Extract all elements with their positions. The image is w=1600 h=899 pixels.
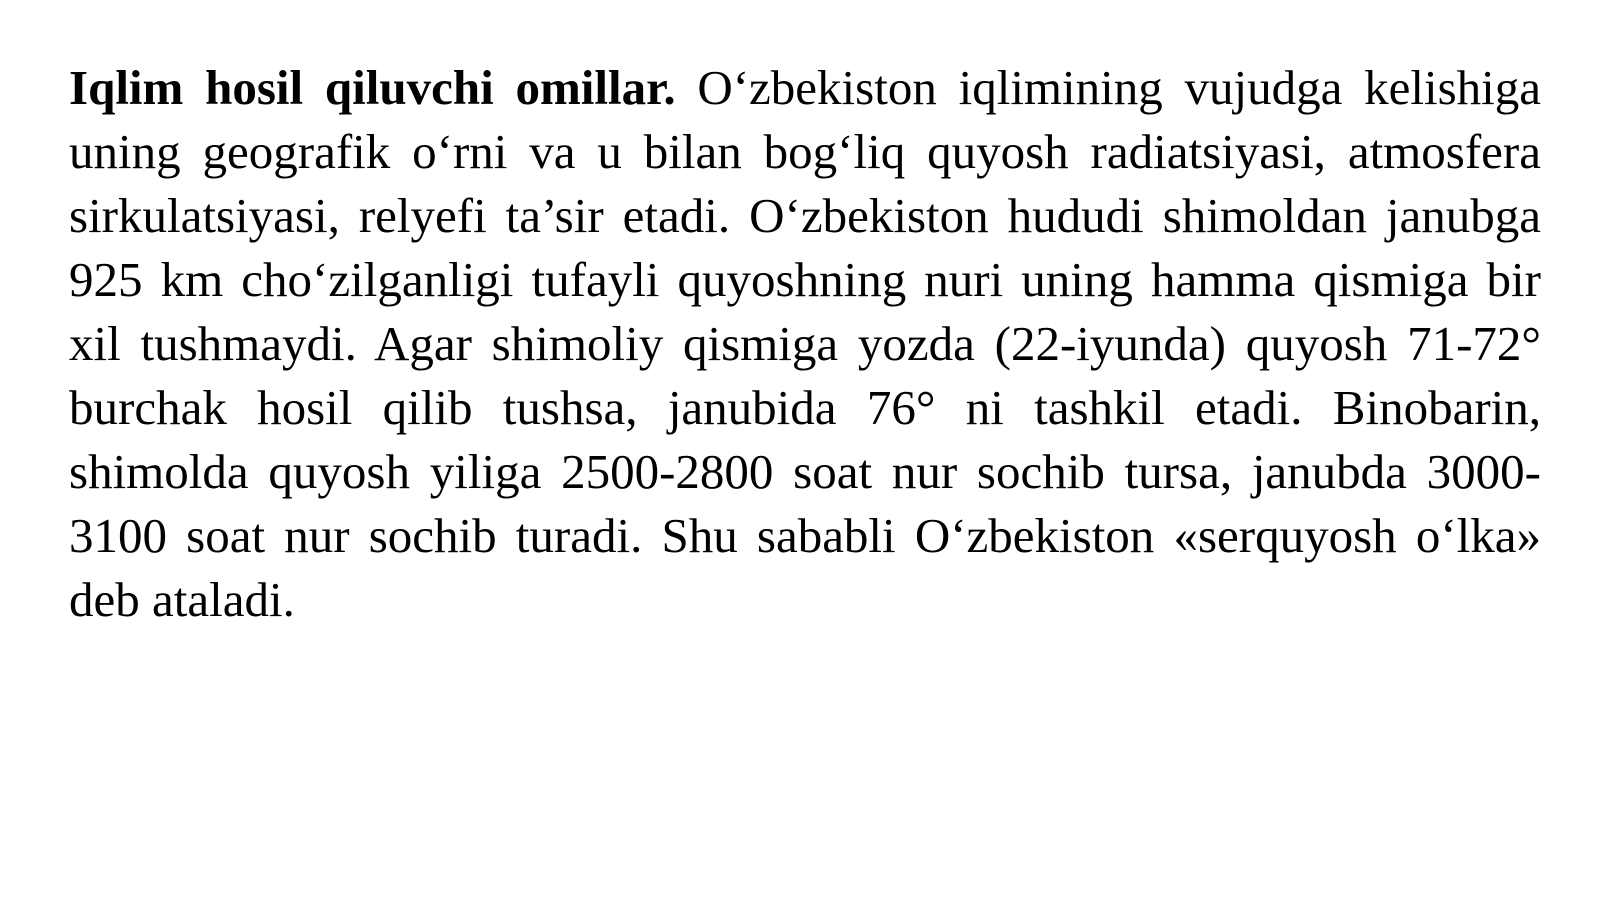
paragraph-heading: Iqlim hosil qiluvchi omillar. xyxy=(69,60,676,115)
text-paragraph xyxy=(69,56,1541,632)
paragraph-body: O‘zbekiston hududi shimoldan janubga 925 km cho‘zilganligi tufayli quyoshning nuri uning hamma qismiga bir xil tushmaydi. Agar shimoliy qismiga yozda (22-iyunda) quyosh 71-72° burchak hosil qilib tushsa, janubida 76° ni tashkil etadi. Binobarin, shimolda quyosh yiliga 2500-2800 soat nur sochib tursa, janubda 3000-3100 soat nur sochib turadi. Shu sababli O‘zbekiston «serquyosh o‘lka» deb ataladi. xyxy=(69,188,1542,627)
paragraph-first-sentence: O‘zbekiston iqlimining vujudga kelishiga uning geografik o‘rni va u bilan bog‘liq quyosh radiatsiyasi, atmosfera sirkulatsiyasi, relyefi ta’sir etadi. xyxy=(69,60,1542,243)
